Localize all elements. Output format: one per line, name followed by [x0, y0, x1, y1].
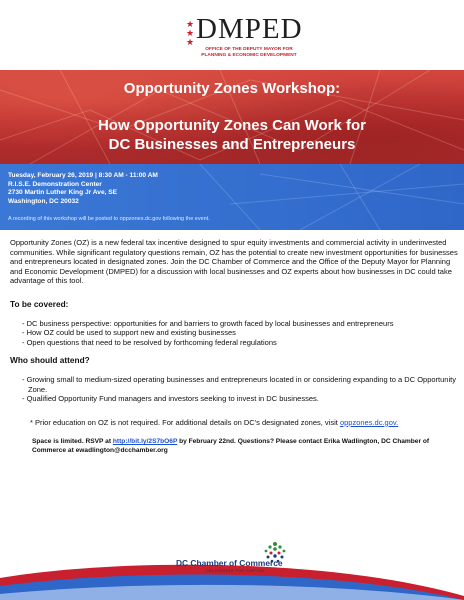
banner-title-line1: Opportunity Zones Workshop: [123, 80, 341, 97]
list-item: - How OZ could be used to support new and existing businesses [22, 328, 236, 338]
prior-education-note [10, 418, 458, 428]
chamber-name: DC Chamber of Commerce [176, 558, 283, 568]
list-item: - Growing small to medium-sized operating businesses and entrepreneurs located in or considering expanding to a DC Opportunity Zone. [22, 374, 456, 394]
list-item: - DC business perspective: opportunities for and barriers to growth faced by local businesses and entrepreneurs [22, 318, 394, 328]
title-banner [0, 70, 464, 164]
event-datetime: Tuesday, February 26, 2019 | 8:30 AM - 11:00 AM [8, 172, 158, 179]
covered-list [10, 319, 458, 348]
rsvp-text [10, 437, 458, 455]
rsvp-before: Space is limited. RSVP at [32, 438, 113, 446]
recording-note: A recording of this workshop will be posted to oppzones.dc.gov following the event. [8, 216, 210, 222]
event-address-line1: 2730 Martin Luther King Jr Ave, SE [8, 189, 118, 197]
banner-title-line3: DC Businesses and Entrepreneurs [108, 136, 356, 153]
event-venue: R.I.S.E. Demonstration Center [8, 180, 102, 188]
list-item: - Qualified Opportunity Fund managers and investors seeking to invest in DC businesses. [22, 394, 319, 404]
dc-flag-stars-icon: ★ ★ ★ [185, 19, 195, 47]
event-info-bar [0, 164, 464, 230]
attend-heading: Who should attend? [10, 355, 90, 366]
list-item: - Open questions that need to be resolved by forthcoming federal regulations [22, 337, 277, 347]
dc-chamber-logo [176, 540, 296, 576]
rsvp-after: by February 22nd. Questions? Please contact Erika Wadlington, DC Chamber of Commerce at ewadlington@dcchamber.org [32, 438, 430, 455]
intro-paragraph: Opportunity Zones (OZ) is a new federal tax incentive designed to spur equity investments and commercial activity in underinvested communities. While significant regulatory questions remain, OZ has the potential to create new investment opportunities for businesses and entrepreneurs located in designated zones. Join the DC Chamber of Commerce and the Office of the Deputy Mayor for Planning and Economic Development (DMPED) for a discussion with local businesses and OZ experts about how businesses in DC could take advantage of this tool. [10, 238, 458, 286]
banner-title-line2: How Opportunity Zones Can Work for [97, 117, 367, 134]
logo-wordmark: DMPED [196, 13, 303, 45]
covered-heading: To be covered: [10, 298, 69, 309]
logo-subtitle: OFFICE OF THE DEPUTY MAYOR FOR PLANNING & ECONOMIC DEVELOPMENT [201, 47, 297, 58]
note-text: * Prior education on OZ is not required. For additional details on DC's designated zones, visit [30, 417, 340, 427]
rsvp-link[interactable]: http://bit.ly/2S7bO6P [112, 438, 178, 446]
oppzones-link[interactable]: oppzones.dc.gov. [339, 417, 399, 427]
main-content [10, 238, 458, 455]
attend-list [10, 375, 458, 404]
dmped-logo [180, 6, 303, 64]
event-address-line2: Washington, DC 20032 [8, 197, 79, 205]
chamber-tagline: DELIVERING THE CAPITAL [206, 569, 266, 573]
